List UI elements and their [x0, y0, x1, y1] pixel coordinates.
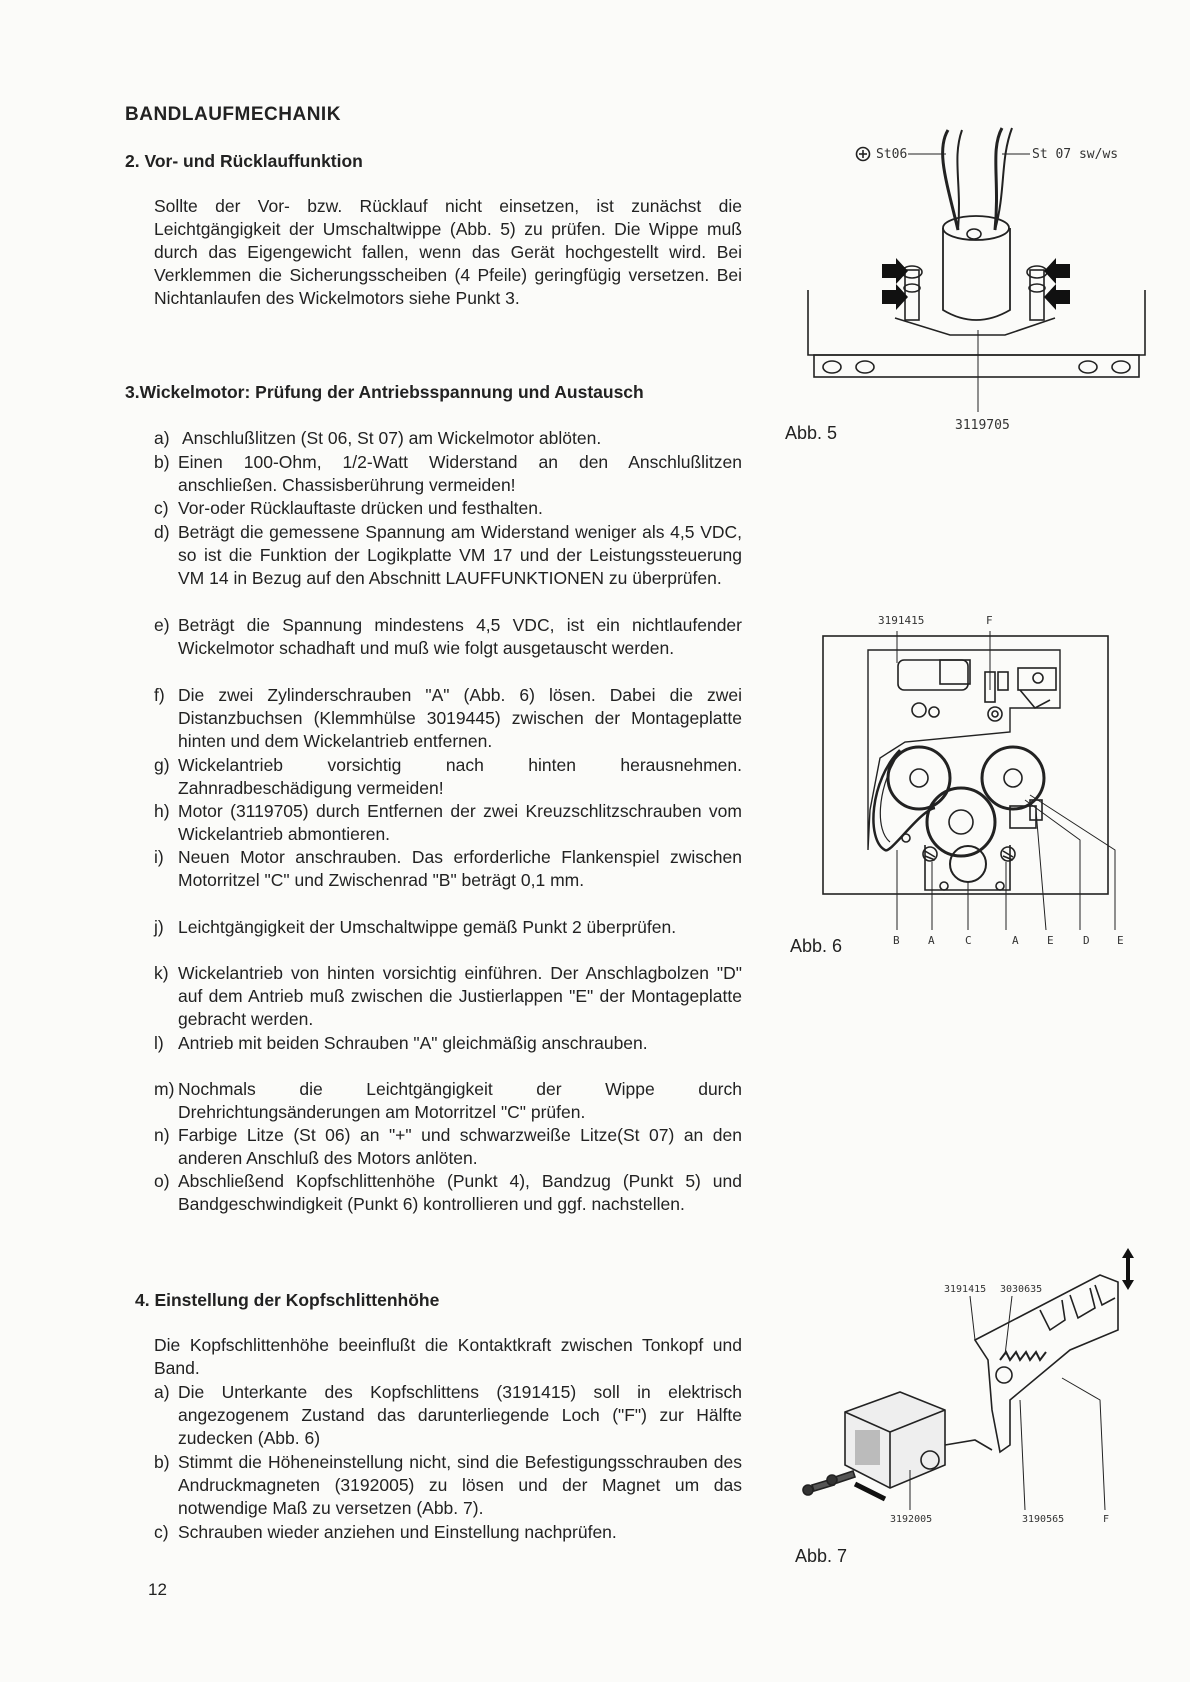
item-label: i) — [154, 847, 164, 867]
item-text: Motor (3119705) durch Entfernen der zwei Kreuzschlitzschrauben vom Wickelantrieb abmontieren. — [178, 801, 742, 844]
list-item — [154, 1170, 742, 1216]
item-label: g) — [154, 755, 170, 775]
abb5-caption: Abb. 5 — [785, 423, 838, 443]
list-item — [154, 1078, 742, 1124]
list-item — [154, 846, 742, 892]
item-text: Wickelantrieb von hinten vorsichtig einführen. Der Anschlagbolzen "D" auf dem Antrieb muß zwischen die Justierlappen "E" der Montageplatte gebracht werden. — [178, 963, 742, 1029]
updown-arrow-icon — [1122, 1248, 1134, 1290]
abb6-caption: Abb. 6 — [790, 936, 843, 956]
abb5-label-st07: St 07 sw/ws — [1032, 147, 1119, 162]
abb6-label-a2: A — [1012, 934, 1019, 947]
list-item — [154, 916, 742, 939]
abb6-label-part: 3191415 — [878, 614, 925, 627]
item-label: c) — [154, 1522, 169, 1542]
list-item — [154, 1381, 742, 1450]
list-item — [154, 497, 742, 520]
list-item — [154, 451, 742, 497]
item-label: h) — [154, 801, 170, 821]
item-label: a) — [154, 428, 170, 448]
item-text: Stimmt die Höheneinstellung nicht, sind die Befestigungsschrauben des Andruckmagneten (3192005) zu lösen und der Magnet um das notwendige Maß zu versetzen (Abb. 7). — [178, 1452, 742, 1518]
abb6-label-f: F — [986, 614, 993, 627]
item-label: f) — [154, 685, 165, 705]
abb6-label-e1: E — [1047, 934, 1054, 947]
item-text: Abschließend Kopfschlittenhöhe (Punkt 4), Bandzug (Punkt 5) und Bandgeschwindigkeit (Punkt 6) kontrollieren und ggf. nachstellen. — [178, 1171, 742, 1214]
item-text: Anschlußlitzen (St 06, St 07) am Wickelmotor ablöten. — [182, 428, 602, 448]
abb6-label-a1: A — [928, 934, 935, 947]
list-item — [154, 427, 734, 450]
abb6-label-e2: E — [1117, 934, 1124, 947]
item-text: Vor-oder Rücklauftaste drücken und festhalten. — [178, 498, 543, 518]
item-label: a) — [154, 1382, 170, 1402]
section3-heading: 3.Wickelmotor: Prüfung der Antriebsspannung und Austausch — [125, 382, 644, 402]
item-label: e) — [154, 615, 170, 635]
item-text: Antrieb mit beiden Schrauben "A" gleichmäßig anschrauben. — [178, 1033, 648, 1053]
list-item — [154, 1521, 742, 1544]
abb7-label-5: F — [1103, 1514, 1110, 1525]
item-label: b) — [154, 452, 170, 472]
abb7-label-1: 3191415 — [944, 1284, 987, 1295]
list-item — [154, 800, 742, 846]
section-title: BANDLAUFMECHANIK — [125, 104, 341, 125]
list-item — [154, 1032, 742, 1055]
abb5-label-part: 3119705 — [955, 418, 1010, 433]
item-label: c) — [154, 498, 169, 518]
section2-body: Sollte der Vor- bzw. Rücklauf nicht einsetzen, ist zunächst die Leichtgängigkeit der Umschaltwippe (Abb. 5) zu prüfen. Die Wippe muß durch das Eigengewicht fallen, wenn das Gerät hochgestellt wird. Bei Verklemmen die Sicherungsscheiben (4 Pfeile) geringfügig versetzen. Bei Nichtanlaufen des Wickelmotors siehe Punkt 3. — [154, 196, 742, 308]
list-item — [154, 684, 742, 753]
abb6-label-c: C — [965, 934, 972, 947]
item-text: Neuen Motor anschrauben. Das erforderliche Flankenspiel zwischen Motorritzel "C" und Zwischenrad "B" beträgt 0,1 mm. — [178, 847, 742, 890]
item-text: Schrauben wieder anziehen und Einstellung nachprüfen. — [178, 1522, 617, 1542]
abb6-bottom-labels — [893, 934, 1124, 947]
item-text: Beträgt die gemessene Spannung am Widerstand weniger als 4,5 VDC, so ist die Funktion der Logikplatte VM 17 und der Leistungssteuerung VM 14 in Bezug auf den Abschnitt LAUFFUNKTIONEN zu überprüfen. — [178, 522, 742, 588]
item-text: Die zwei Zylinderschrauben "A" (Abb. 6) lösen. Dabei die zwei Distanzbuchsen (Klemmhülse 3019445) zwischen der Montageplatte hinten und dem Wickelantrieb entfernen. — [178, 685, 742, 751]
item-label: j) — [154, 917, 164, 937]
abb5-label-st06: St06 — [876, 147, 908, 162]
item-text: Leichtgängigkeit der Umschaltwippe gemäß Punkt 2 überprüfen. — [178, 917, 677, 937]
item-text: Wickelantrieb vorsichtig nach hinten herausnehmen. Zahnradbeschädigung vermeiden! — [178, 755, 742, 798]
list-item — [154, 521, 742, 590]
list-item — [154, 614, 742, 660]
section4-intro: Die Kopfschlittenhöhe beeinflußt die Kontaktkraft zwischen Tonkopf und Band. — [154, 1335, 742, 1378]
section2-heading: 2. Vor- und Rücklauffunktion — [125, 151, 363, 171]
item-text: Nochmals die Leichtgängigkeit der Wippe durch Drehrichtungsänderungen am Motorritzel "C" prüfen. — [178, 1079, 742, 1122]
list-item — [154, 1451, 742, 1520]
item-label: o) — [154, 1171, 170, 1191]
item-text: Farbige Litze (St 06) an "+" und schwarzweiße Litze(St 07) an den anderen Anschluß des Motors anlöten. — [178, 1125, 742, 1168]
abb7-caption: Abb. 7 — [795, 1546, 848, 1566]
item-label: m) — [154, 1079, 175, 1099]
list-item — [154, 754, 742, 800]
list-item — [154, 962, 742, 1031]
item-text: Einen 100-Ohm, 1/2-Watt Widerstand an den Anschlußlitzen anschließen. Chassisberührung vermeiden! — [178, 452, 742, 495]
abb7-label-3: 3192005 — [890, 1514, 933, 1525]
abb7-label-4: 3190565 — [1022, 1514, 1065, 1525]
item-text: Beträgt die Spannung mindestens 4,5 VDC, ist ein nichtlaufender Wickelmotor schadhaft und muß wie folgt ausgetauscht werden. — [178, 615, 742, 658]
item-label: k) — [154, 963, 169, 983]
item-label: l) — [154, 1033, 164, 1053]
item-label: b) — [154, 1452, 170, 1472]
item-label: n) — [154, 1125, 170, 1145]
page-number: 12 — [148, 1580, 167, 1599]
abb6-label-d: D — [1083, 934, 1090, 947]
section4-heading: 4. Einstellung der Kopfschlittenhöhe — [135, 1290, 440, 1310]
item-label: d) — [154, 522, 170, 542]
item-text: Die Unterkante des Kopfschlittens (3191415) soll in elektrisch angezogenem Zustand das darunterliegende Loch ("F") zur Hälfte zudecken (Abb. 6) — [178, 1382, 742, 1448]
list-item — [154, 1124, 742, 1170]
abb6-label-b: B — [893, 934, 900, 947]
abb7-label-2: 3030635 — [1000, 1284, 1043, 1295]
